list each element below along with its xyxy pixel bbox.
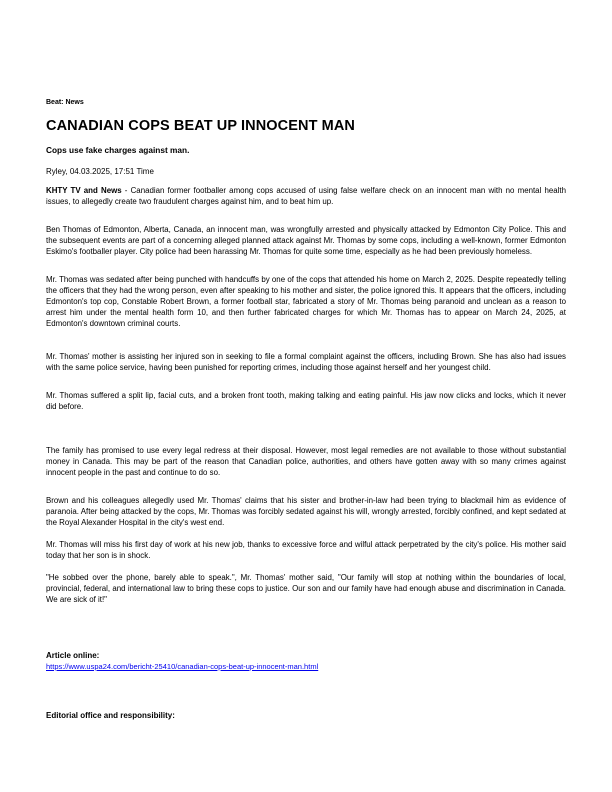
paragraph-quote: "He sobbed over the phone, barely able to speak.", Mr. Thomas' mother said, "Our family will stop at nothing within the boundaries of local, provincial, federal, and international law to bring these cops to justice. Our son and our family have had enough abuse and discrimination in Canada. We are sick of it!" <box>46 573 566 604</box>
paragraph: Brown and his colleagues allegedly used Mr. Thomas' claims that his sister and brother-in-law had been trying to blackmail him as evidence of paranoia. After being attacked by the cops, Mr. Thomas was forcibly sedated against his will, wrongly arrested, forcibly confined, and kept sedated at the Royal Alexander Hospital in the city's west end. <box>46 496 566 527</box>
paragraph-lead <box>46 186 566 208</box>
editorial-office-label: Editorial office and responsibility: <box>46 711 175 720</box>
article-online-label: Article online: <box>46 651 100 660</box>
lead-source: KHTY TV and News <box>46 186 122 195</box>
paragraph: The family has promised to use every legal redress at their disposal. However, most legal remedies are not available to those without substantial money in Canada. This may be part of the reason that Canadian police, authorities, and others have gotten away with so many crimes against innocent people in the past and continue to do so. <box>46 446 566 477</box>
beat-label: Beat: News <box>46 99 84 106</box>
paragraph: Mr. Thomas will miss his first day of work at his new job, thanks to excessive force and wilful attack perpetrated by the city's police. His mother said today that her son is in shock. <box>46 540 566 560</box>
lead-text: - Canadian former footballer among cops accused of using false welfare check on an innocent man with no mental health issues, to allegedly create two fraudulent charges against him, and to beat him up. <box>46 186 566 206</box>
article-url-link[interactable]: https://www.uspa24.com/bericht-25410/canadian-cops-beat-up-innocent-man.html <box>46 662 319 671</box>
paragraph: Ben Thomas of Edmonton, Alberta, Canada, an innocent man, was wrongfully arrested and physically attacked by Edmonton City Police. This and the subsequent events are part of a concerning alleged planned attack against Mr. Thomas by some cops, including a well-known, former Edmonton Eskimo's footballer player. City police had been harassing Mr. Thomas for quite some time, especially as he had been previously homeless. <box>46 225 566 256</box>
dateline: Ryley, 04.03.2025, 17:51 Time <box>46 167 154 176</box>
paragraph: Mr. Thomas was sedated after being punched with handcuffs by one of the cops that attended his home on March 2, 2025. Despite repeatedly telling the officers that they had the wrong person, even after speaking to his mother and sister, the police ignored this. It appears that the officers, including Edmonton's top cop, Constable Robert Brown, a former football star, fabricated a story of Mr. Thomas being paranoid and unclean as a reason to arrest him under the mental health form 10, and then further fabricated charges for which Mr. Thomas has to appear on March 24, 2025, at Edmonton's downtown criminal courts. <box>46 275 566 328</box>
paragraph: Mr. Thomas' mother is assisting her injured son in seeking to file a formal complaint against the officers, including Brown. She has also had issues with the same police service, having been punished for reporting crimes, including those against herself and her youngest child. <box>46 352 566 372</box>
article-subtitle: Cops use fake charges against man. <box>46 145 190 155</box>
paragraph: Mr. Thomas suffered a split lip, facial cuts, and a broken front tooth, making talking and eating painful. His jaw now clicks and locks, which it never did before. <box>46 391 566 411</box>
article-title: CANADIAN COPS BEAT UP INNOCENT MAN <box>46 118 355 134</box>
